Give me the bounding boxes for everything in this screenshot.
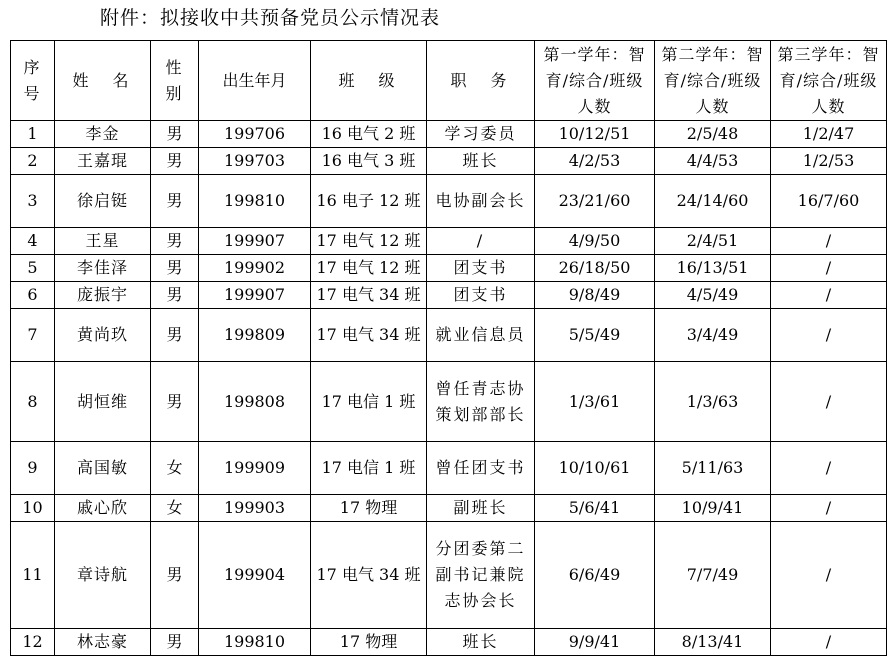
cell-year3: / [771, 228, 887, 255]
table-row [11, 175, 887, 228]
cell-gender: 男 [151, 282, 199, 309]
cell-duty: 就业信息员 [427, 309, 535, 362]
cell-year2: 5/11/63 [655, 442, 771, 495]
cell-year1: 26/18/50 [535, 255, 655, 282]
cell-name: 徐启铤 [55, 175, 151, 228]
cell-class: 16 电气 3 班 [311, 148, 427, 175]
cell-gender: 男 [151, 148, 199, 175]
page-title: 附件：拟接收中共预备党员公示情况表 [100, 7, 441, 29]
cell-duty: 班长 [427, 148, 535, 175]
cell-gender: 女 [151, 442, 199, 495]
cell-gender: 男 [151, 309, 199, 362]
header-duty: 职 务 [427, 41, 535, 121]
cell-name: 王星 [55, 228, 151, 255]
header-year2: 第二学年：智育/综合/班级人数 [655, 41, 771, 121]
cell-year1: 4/2/53 [535, 148, 655, 175]
cell-class: 17 物理 [311, 495, 427, 522]
table-row [11, 309, 887, 362]
header-no: 序号 [11, 41, 55, 121]
cell-year3: / [771, 495, 887, 522]
cell-gender: 男 [151, 522, 199, 629]
cell-class: 16 电气 2 班 [311, 121, 427, 148]
cell-no: 3 [11, 175, 55, 228]
header-name: 姓 名 [55, 41, 151, 121]
cell-class: 17 物理 [311, 629, 427, 656]
table-row [11, 495, 887, 522]
cell-birth: 199810 [199, 175, 311, 228]
header-gender: 性别 [151, 41, 199, 121]
cell-no: 5 [11, 255, 55, 282]
cell-duty: 团支书 [427, 282, 535, 309]
table-row [11, 121, 887, 148]
cell-year1: 1/3/61 [535, 362, 655, 442]
cell-class: 17 电气 34 班 [311, 522, 427, 629]
cell-birth: 199907 [199, 282, 311, 309]
cell-duty: / [427, 228, 535, 255]
table-row [11, 255, 887, 282]
cell-year3: / [771, 362, 887, 442]
table-row [11, 282, 887, 309]
cell-no: 11 [11, 522, 55, 629]
cell-year2: 2/5/48 [655, 121, 771, 148]
cell-birth: 199808 [199, 362, 311, 442]
candidate-table [10, 40, 887, 656]
cell-no: 2 [11, 148, 55, 175]
cell-year2: 3/4/49 [655, 309, 771, 362]
cell-year2: 10/9/41 [655, 495, 771, 522]
cell-name: 黄尚玖 [55, 309, 151, 362]
cell-class: 17 电信 1 班 [311, 442, 427, 495]
cell-duty: 曾任团支书 [427, 442, 535, 495]
cell-year3: 16/7/60 [771, 175, 887, 228]
cell-birth: 199903 [199, 495, 311, 522]
cell-year1: 10/12/51 [535, 121, 655, 148]
cell-birth: 199904 [199, 522, 311, 629]
cell-year3: / [771, 522, 887, 629]
cell-class: 16 电子 12 班 [311, 175, 427, 228]
table-row [11, 148, 887, 175]
cell-gender: 男 [151, 121, 199, 148]
cell-year1: 10/10/61 [535, 442, 655, 495]
cell-year1: 5/6/41 [535, 495, 655, 522]
cell-gender: 男 [151, 228, 199, 255]
header-year3: 第三学年：智育/综合/班级人数 [771, 41, 887, 121]
table-row [11, 522, 887, 629]
cell-duty: 班长 [427, 629, 535, 656]
cell-birth: 199706 [199, 121, 311, 148]
cell-year2: 8/13/41 [655, 629, 771, 656]
table-row [11, 362, 887, 442]
cell-no: 8 [11, 362, 55, 442]
cell-class: 17 电气 34 班 [311, 282, 427, 309]
cell-name: 胡恒维 [55, 362, 151, 442]
cell-year1: 4/9/50 [535, 228, 655, 255]
cell-year3: / [771, 282, 887, 309]
cell-no: 1 [11, 121, 55, 148]
table-header-row [11, 41, 887, 121]
cell-no: 7 [11, 309, 55, 362]
cell-birth: 199907 [199, 228, 311, 255]
cell-no: 9 [11, 442, 55, 495]
cell-gender: 男 [151, 362, 199, 442]
cell-duty: 团支书 [427, 255, 535, 282]
cell-gender: 男 [151, 255, 199, 282]
table-row [11, 629, 887, 656]
cell-class: 17 电气 34 班 [311, 309, 427, 362]
cell-year2: 24/14/60 [655, 175, 771, 228]
cell-year2: 4/4/53 [655, 148, 771, 175]
cell-year3: 1/2/47 [771, 121, 887, 148]
cell-year3: 1/2/53 [771, 148, 887, 175]
cell-duty: 曾任青志协策划部部长 [427, 362, 535, 442]
cell-year3: / [771, 442, 887, 495]
cell-name: 林志豪 [55, 629, 151, 656]
cell-duty: 电协副会长 [427, 175, 535, 228]
cell-gender: 男 [151, 175, 199, 228]
cell-name: 高国敏 [55, 442, 151, 495]
cell-gender: 男 [151, 629, 199, 656]
cell-duty: 分团委第二副书记兼院志协会长 [427, 522, 535, 629]
cell-year2: 7/7/49 [655, 522, 771, 629]
cell-year3: / [771, 309, 887, 362]
table-row [11, 228, 887, 255]
cell-year1: 5/5/49 [535, 309, 655, 362]
cell-name: 李金 [55, 121, 151, 148]
cell-class: 17 电气 12 班 [311, 228, 427, 255]
cell-year1: 23/21/60 [535, 175, 655, 228]
cell-year3: / [771, 629, 887, 656]
cell-year2: 4/5/49 [655, 282, 771, 309]
header-birth: 出生年月 [199, 41, 311, 121]
cell-birth: 199809 [199, 309, 311, 362]
cell-name: 庞振宇 [55, 282, 151, 309]
cell-birth: 199703 [199, 148, 311, 175]
cell-duty: 副班长 [427, 495, 535, 522]
cell-name: 戚心欣 [55, 495, 151, 522]
cell-year2: 2/4/51 [655, 228, 771, 255]
cell-name: 王嘉琨 [55, 148, 151, 175]
cell-class: 17 电气 12 班 [311, 255, 427, 282]
cell-year1: 9/8/49 [535, 282, 655, 309]
cell-name: 章诗航 [55, 522, 151, 629]
cell-year2: 16/13/51 [655, 255, 771, 282]
header-year1: 第一学年：智育/综合/班级人数 [535, 41, 655, 121]
table-row [11, 442, 887, 495]
cell-no: 12 [11, 629, 55, 656]
cell-birth: 199902 [199, 255, 311, 282]
cell-year1: 9/9/41 [535, 629, 655, 656]
cell-gender: 女 [151, 495, 199, 522]
header-class: 班 级 [311, 41, 427, 121]
cell-no: 10 [11, 495, 55, 522]
cell-birth: 199810 [199, 629, 311, 656]
cell-year2: 1/3/63 [655, 362, 771, 442]
cell-name: 李佳泽 [55, 255, 151, 282]
cell-class: 17 电信 1 班 [311, 362, 427, 442]
cell-duty: 学习委员 [427, 121, 535, 148]
cell-birth: 199909 [199, 442, 311, 495]
cell-no: 4 [11, 228, 55, 255]
cell-year1: 6/6/49 [535, 522, 655, 629]
cell-year3: / [771, 255, 887, 282]
cell-no: 6 [11, 282, 55, 309]
